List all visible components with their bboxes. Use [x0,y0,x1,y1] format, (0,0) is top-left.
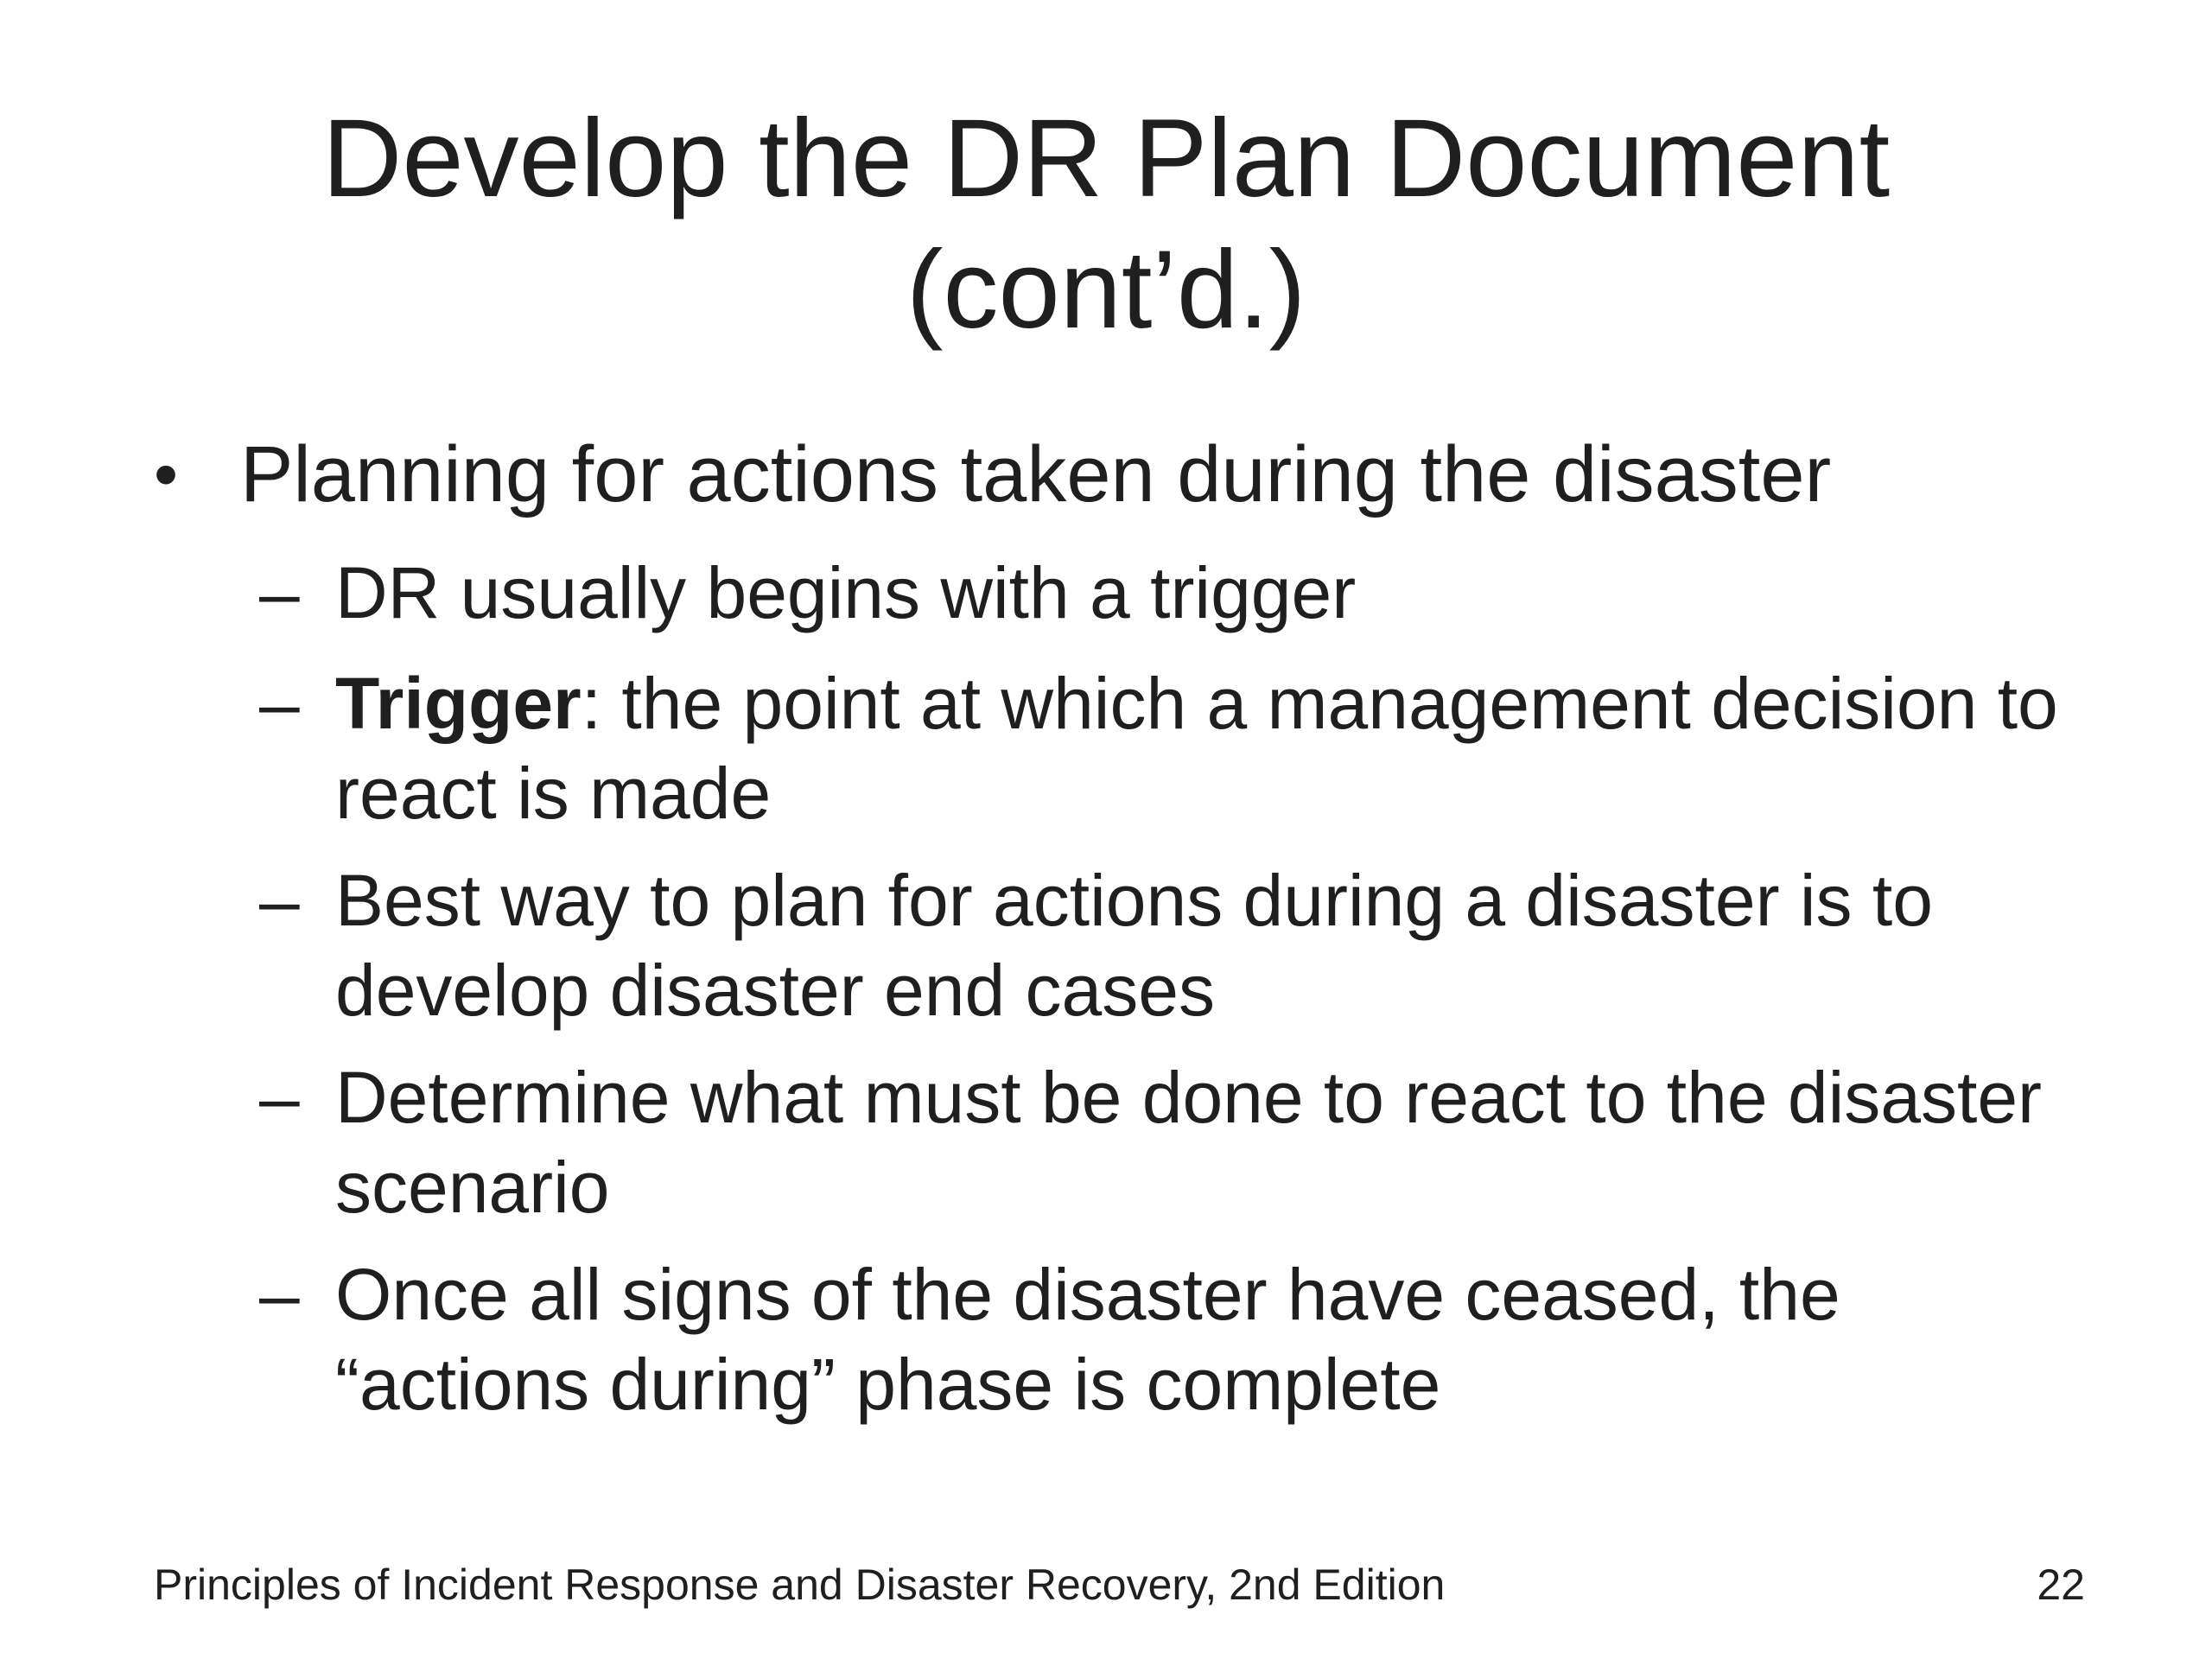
bullet-text: Planning for actions taken during the disaster [240,430,1832,518]
sub-bullet-dash: – [259,1254,300,1335]
sub-bullet-text [335,658,2063,838]
sub-bullet-dash: – [259,552,300,633]
term-definition: : the point at which a management decision to react is made [335,663,2058,834]
sub-bullet-text: Determine what must be done to react to the disaster scenario [335,1057,2043,1228]
sub-bullet-dash: – [259,1057,300,1138]
slide-title-line-2: (cont’d.) [906,228,1306,352]
term-bold: Trigger [335,663,582,744]
sub-bullet-dash: – [259,860,300,941]
sub-bullet-text: Best way to plan for actions during a disaster is to develop disaster end cases [335,860,1933,1031]
bullet-marker: • [154,435,179,512]
slide-title [0,93,2212,356]
sub-bullet-dash: – [259,663,300,744]
footer-source: Principles of Incident Response and Disaster Recovery, 2nd Edition [154,1560,1446,1609]
sub-bullet-text: Once all signs of the disaster have ceased, the “actions during” phase is complete [335,1254,1840,1425]
sub-bullet-text: DR usually begins with a trigger [335,552,1357,633]
slide-title-line-1: Develop the DR Plan Document [321,97,1891,220]
page-number: 22 [2037,1560,2085,1609]
